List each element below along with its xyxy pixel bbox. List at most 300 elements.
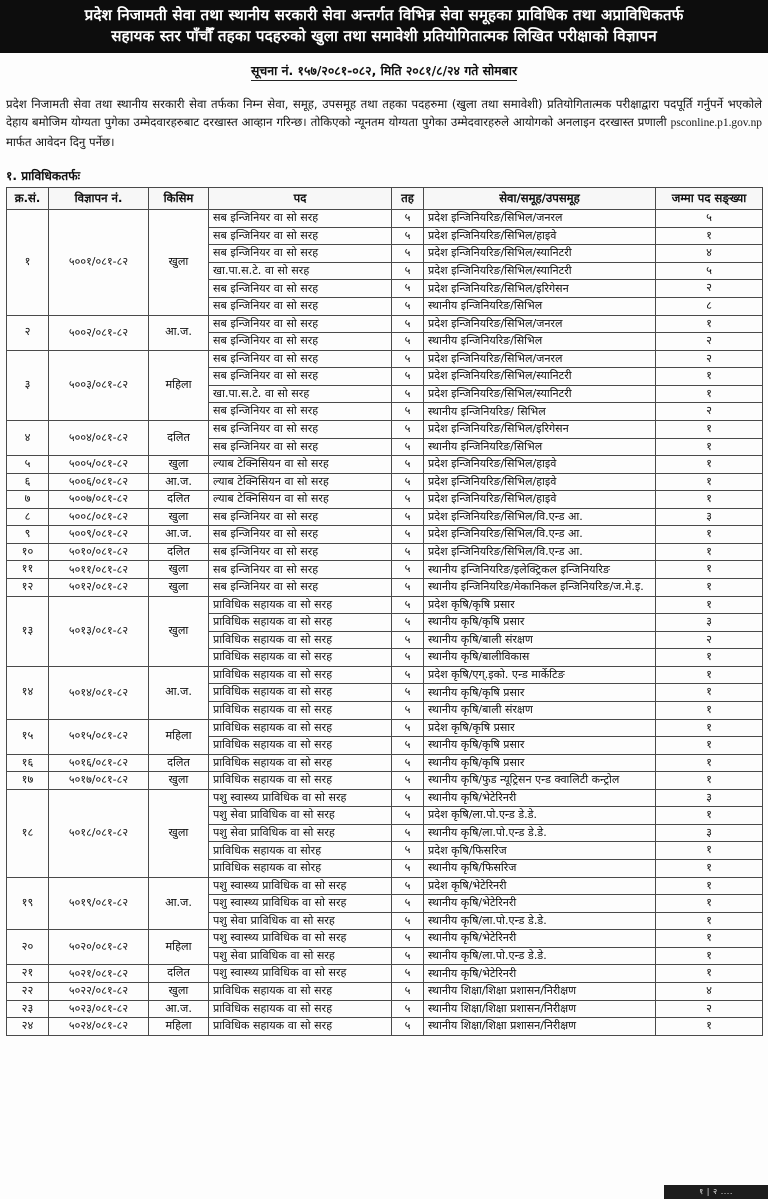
cell-post: सब इन्जिनियर वा सो सरह — [209, 420, 392, 438]
cell-level: ५ — [392, 491, 424, 509]
cell-quota-type: दलित — [149, 491, 209, 509]
table-row — [7, 315, 763, 333]
cell-level: ५ — [392, 737, 424, 755]
cell-service-group: स्थानीय कृषि/भेटेरिनरी — [424, 895, 656, 913]
cell-level: ५ — [392, 912, 424, 930]
intro-text-tail: मार्फत आवेदन दिनु पर्नेछ। — [6, 134, 115, 149]
cell-serial-number: १२ — [7, 579, 49, 597]
table-row — [7, 666, 763, 684]
cell-service-group: स्थानीय कृषि/कृषि प्रसार — [424, 737, 656, 755]
cell-service-group: प्रदेश इन्जिनियरिङ/सिभिल/स्यानिटरी — [424, 385, 656, 403]
table-row — [7, 456, 763, 474]
cell-total-posts: ३ — [656, 789, 763, 807]
cell-advertisement-number: ५०१८/०८१-८२ — [49, 789, 149, 877]
col-header-kisim: किसिम — [149, 188, 209, 210]
cell-serial-number: २१ — [7, 965, 49, 983]
cell-advertisement-number: ५०१०/०८१-८२ — [49, 543, 149, 561]
cell-total-posts: १ — [656, 385, 763, 403]
cell-service-group: स्थानीय कृषि/फिसरिज — [424, 860, 656, 878]
col-header-post: पद — [209, 188, 392, 210]
page-bottom-artifact: १ | २ .... — [664, 1185, 768, 1199]
cell-service-group: प्रदेश कृषि/एग्.इको. एन्ड मार्केटिङ — [424, 666, 656, 684]
cell-post: प्राविधिक सहायक वा सो सरह — [209, 1018, 392, 1036]
cell-quota-type: दलित — [149, 420, 209, 455]
cell-quota-type: आ.ज. — [149, 526, 209, 544]
cell-service-group: स्थानीय शिक्षा/शिक्षा प्रशासन/निरीक्षण — [424, 1000, 656, 1018]
cell-total-posts: १ — [656, 895, 763, 913]
cell-total-posts: १ — [656, 754, 763, 772]
cell-post: सब इन्जिनियर वा सो सरह — [209, 543, 392, 561]
cell-service-group: प्रदेश इन्जिनियरिङ/सिभिल/जनरल — [424, 315, 656, 333]
cell-level: ५ — [392, 772, 424, 790]
cell-post: प्राविधिक सहायक वा सो सरह — [209, 614, 392, 632]
cell-serial-number: १३ — [7, 596, 49, 666]
cell-post: सब इन्जिनियर वा सो सरह — [209, 403, 392, 421]
cell-service-group: प्रदेश कृषि/फिसरिज — [424, 842, 656, 860]
cell-level: ५ — [392, 561, 424, 579]
cell-level: ५ — [392, 368, 424, 386]
cell-advertisement-number: ५०२२/०८१-८२ — [49, 982, 149, 1000]
table-row — [7, 982, 763, 1000]
cell-advertisement-number: ५००५/०८१-८२ — [49, 456, 149, 474]
cell-service-group: प्रदेश इन्जिनियरिङ/सिभिल/वि.एन्ड आ. — [424, 526, 656, 544]
table-row — [7, 930, 763, 948]
cell-service-group: प्रदेश कृषि/भेटेरिनरी — [424, 877, 656, 895]
cell-service-group: प्रदेश इन्जिनियरिङ/सिभिल/इरिगेसन — [424, 280, 656, 298]
section-heading-technical: १. प्राविधिकतर्फः — [6, 169, 81, 184]
cell-total-posts: १ — [656, 860, 763, 878]
cell-quota-type: खुला — [149, 789, 209, 877]
cell-level: ५ — [392, 719, 424, 737]
cell-service-group: प्रदेश इन्जिनियरिङ/सिभिल/हाइवे — [424, 491, 656, 509]
cell-quota-type: दलित — [149, 965, 209, 983]
cell-advertisement-number: ५००९/०८१-८२ — [49, 526, 149, 544]
cell-advertisement-number: ५०१३/०८१-८२ — [49, 596, 149, 666]
cell-level: ५ — [392, 473, 424, 491]
cell-advertisement-number: ५०१५/०८१-८२ — [49, 719, 149, 754]
cell-serial-number: १० — [7, 543, 49, 561]
cell-total-posts: १ — [656, 701, 763, 719]
cell-post: प्राविधिक सहायक वा सो सरह — [209, 1000, 392, 1018]
cell-total-posts: १ — [656, 965, 763, 983]
cell-serial-number: ८ — [7, 508, 49, 526]
cell-advertisement-number: ५००१/०८१-८२ — [49, 210, 149, 315]
cell-post: खा.पा.स.टे. वा सो सरह — [209, 385, 392, 403]
col-header-service: सेवा/समूह/उपसमूह — [424, 188, 656, 210]
cell-quota-type: आ.ज. — [149, 1000, 209, 1018]
cell-total-posts: ३ — [656, 508, 763, 526]
cell-total-posts: १ — [656, 438, 763, 456]
cell-service-group: स्थानीय कृषि/ला.पो.एन्ड डे.डे. — [424, 912, 656, 930]
cell-service-group: प्रदेश इन्जिनियरिङ/सिभिल/इरिगेसन — [424, 420, 656, 438]
cell-quota-type: खुला — [149, 579, 209, 597]
cell-quota-type: खुला — [149, 982, 209, 1000]
cell-advertisement-number: ५०१४/०८१-८२ — [49, 666, 149, 719]
cell-total-posts: १ — [656, 456, 763, 474]
cell-post: सब इन्जिनियर वा सो सरह — [209, 579, 392, 597]
cell-quota-type: महिला — [149, 719, 209, 754]
intro-text-head: प्रदेश निजामती सेवा तथा स्थानीय सरकारी सेवा तर्फका निम्न सेवा, समूह, उपसमूह तथा तहका पदहरुमा (खुला तथा समावेशी) प्रतियोगितात्मक परीक्षाद्वारा पदपूर्ति गर्नुपर्ने भएकोले देहाय बमोजिम योग्यता पुगेका उम्मेदवारहरुबाट दरखास्त आव्हान गरिन्छ। तोकिएको न्यूनतम योग्यता पुगेका उम्मेदवारहरुले आयोगको अनलाइन दरखास्त प्रणाली — [6, 96, 762, 130]
notice-number-row — [0, 60, 768, 81]
cell-level: ५ — [392, 596, 424, 614]
cell-total-posts: ३ — [656, 824, 763, 842]
cell-post: सब इन्जिनियर वा सो सरह — [209, 227, 392, 245]
table-row — [7, 210, 763, 228]
cell-post: पशु स्वास्थ्य प्राविधिक वा सो सरह — [209, 877, 392, 895]
cell-total-posts: ४ — [656, 982, 763, 1000]
table-header-row — [7, 188, 763, 210]
cell-quota-type: दलित — [149, 543, 209, 561]
cell-total-posts: २ — [656, 280, 763, 298]
cell-total-posts: १ — [656, 561, 763, 579]
cell-service-group: प्रदेश इन्जिनियरिङ/सिभिल/हाइवे — [424, 473, 656, 491]
cell-advertisement-number: ५०१२/०८१-८२ — [49, 579, 149, 597]
cell-level: ५ — [392, 385, 424, 403]
cell-quota-type: आ.ज. — [149, 315, 209, 350]
cell-post: सब इन्जिनियर वा सो सरह — [209, 526, 392, 544]
cell-service-group: स्थानीय शिक्षा/शिक्षा प्रशासन/निरीक्षण — [424, 982, 656, 1000]
cell-total-posts: १ — [656, 596, 763, 614]
cell-quota-type: महिला — [149, 1018, 209, 1036]
cell-post: पशु स्वास्थ्य प्राविधिक वा सो सरह — [209, 789, 392, 807]
cell-total-posts: १ — [656, 420, 763, 438]
cell-advertisement-number: ५००७/०८१-८२ — [49, 491, 149, 509]
cell-serial-number: १४ — [7, 666, 49, 719]
cell-level: ५ — [392, 579, 424, 597]
cell-quota-type: महिला — [149, 930, 209, 965]
cell-post: सब इन्जिनियर वा सो सरह — [209, 350, 392, 368]
cell-total-posts: २ — [656, 1000, 763, 1018]
online-application-url: psconline.p1.gov.np — [670, 117, 762, 130]
table-row — [7, 543, 763, 561]
cell-quota-type: दलित — [149, 754, 209, 772]
table-row — [7, 877, 763, 895]
cell-service-group: स्थानीय कृषि/ला.पो.एन्ड डे.डे. — [424, 947, 656, 965]
col-header-total: जम्मा पद सङ्ख्या — [656, 188, 763, 210]
cell-level: ५ — [392, 982, 424, 1000]
table-row — [7, 561, 763, 579]
cell-advertisement-number: ५००८/०८१-८२ — [49, 508, 149, 526]
cell-post: प्राविधिक सहायक वा सो सरह — [209, 666, 392, 684]
cell-service-group: स्थानीय इन्जिनियरिङ/मेकानिकल इन्जिनियरिङ/ज.मे.इ. — [424, 579, 656, 597]
cell-post: प्राविधिक सहायक वा सो सरह — [209, 631, 392, 649]
cell-service-group: स्थानीय इन्जिनियरिङ/ सिभिल — [424, 403, 656, 421]
cell-quota-type: खुला — [149, 596, 209, 666]
cell-quota-type: खुला — [149, 210, 209, 315]
cell-post: प्राविधिक सहायक वा सो सरह — [209, 719, 392, 737]
cell-quota-type: आ.ज. — [149, 473, 209, 491]
cell-service-group: प्रदेश इन्जिनियरिङ/सिभिल/वि.एन्ड आ. — [424, 508, 656, 526]
cell-total-posts: २ — [656, 333, 763, 351]
cell-level: ५ — [392, 930, 424, 948]
cell-level: ५ — [392, 333, 424, 351]
jobs-table — [6, 187, 763, 1036]
table-row — [7, 473, 763, 491]
cell-advertisement-number: ५००४/०८१-८२ — [49, 420, 149, 455]
cell-total-posts: १ — [656, 842, 763, 860]
cell-level: ५ — [392, 877, 424, 895]
cell-total-posts: १ — [656, 737, 763, 755]
page-title-line-1: प्रदेश निजामती सेवा तथा स्थानीय सरकारी सेवा अन्तर्गत विभिन्न सेवा समूहका प्राविधिक तथा अप्राविधिकतर्फ — [84, 6, 684, 24]
cell-quota-type: खुला — [149, 561, 209, 579]
table-row — [7, 772, 763, 790]
cell-post: सब इन्जिनियर वा सो सरह — [209, 508, 392, 526]
table-row — [7, 491, 763, 509]
col-header-sn: क्र.सं. — [7, 188, 49, 210]
cell-level: ५ — [392, 350, 424, 368]
cell-service-group: प्रदेश इन्जिनियरिङ/सिभिल/स्यानिटरी — [424, 262, 656, 280]
cell-service-group: प्रदेश इन्जिनियरिङ/सिभिल/जनरल — [424, 210, 656, 228]
cell-level: ५ — [392, 262, 424, 280]
cell-post: सब इन्जिनियर वा सो सरह — [209, 368, 392, 386]
cell-level: ५ — [392, 807, 424, 825]
cell-total-posts: १ — [656, 719, 763, 737]
table-row — [7, 754, 763, 772]
cell-level: ५ — [392, 684, 424, 702]
cell-level: ५ — [392, 403, 424, 421]
col-header-adv-no: विज्ञापन नं. — [49, 188, 149, 210]
cell-level: ५ — [392, 227, 424, 245]
table-row — [7, 526, 763, 544]
jobs-table-head — [7, 188, 763, 210]
cell-service-group: स्थानीय कृषि/भेटेरिनरी — [424, 789, 656, 807]
cell-serial-number: २४ — [7, 1018, 49, 1036]
cell-service-group: स्थानीय इन्जिनियरिङ/सिभिल — [424, 298, 656, 316]
cell-post: खा.पा.स.टे. वा सो सरह — [209, 262, 392, 280]
cell-advertisement-number: ५०२०/०८१-८२ — [49, 930, 149, 965]
cell-level: ५ — [392, 543, 424, 561]
cell-post: पशु सेवा प्राविधिक वा सो सरह — [209, 947, 392, 965]
cell-total-posts: ५ — [656, 262, 763, 280]
cell-service-group: स्थानीय कृषि/ला.पो.एन्ड डे.डे. — [424, 824, 656, 842]
cell-level: ५ — [392, 842, 424, 860]
cell-post: पशु स्वास्थ्य प्राविधिक वा सो सरह — [209, 930, 392, 948]
cell-serial-number: १५ — [7, 719, 49, 754]
cell-level: ५ — [392, 508, 424, 526]
cell-total-posts: १ — [656, 912, 763, 930]
cell-total-posts: १ — [656, 526, 763, 544]
cell-service-group: स्थानीय इन्जिनियरिङ/सिभिल — [424, 438, 656, 456]
cell-level: ५ — [392, 754, 424, 772]
cell-service-group: प्रदेश कृषि/ला.पो.एन्ड डे.डे. — [424, 807, 656, 825]
cell-total-posts: १ — [656, 1018, 763, 1036]
cell-level: ५ — [392, 438, 424, 456]
cell-total-posts: २ — [656, 631, 763, 649]
cell-level: ५ — [392, 947, 424, 965]
cell-service-group: प्रदेश इन्जिनियरिङ/सिभिल/वि.एन्ड आ. — [424, 543, 656, 561]
cell-serial-number: १८ — [7, 789, 49, 877]
cell-total-posts: ४ — [656, 245, 763, 263]
cell-post: प्राविधिक सहायक वा सो सरह — [209, 737, 392, 755]
cell-serial-number: २० — [7, 930, 49, 965]
cell-total-posts: १ — [656, 877, 763, 895]
cell-level: ५ — [392, 701, 424, 719]
cell-advertisement-number: ५०१९/०८१-८२ — [49, 877, 149, 930]
cell-total-posts: १ — [656, 684, 763, 702]
cell-service-group: स्थानीय कृषि/फुड न्यूट्रिसन एन्ड क्वालिटी कन्ट्रोल — [424, 772, 656, 790]
cell-service-group: स्थानीय कृषि/बाली संरक्षण — [424, 631, 656, 649]
cell-post: पशु सेवा प्राविधिक वा सो सरह — [209, 807, 392, 825]
cell-service-group: स्थानीय कृषि/बाली संरक्षण — [424, 701, 656, 719]
cell-post: पशु स्वास्थ्य प्राविधिक वा सो सरह — [209, 895, 392, 913]
cell-total-posts: २ — [656, 403, 763, 421]
cell-service-group: स्थानीय कृषि/कृषि प्रसार — [424, 684, 656, 702]
jobs-table-body — [7, 210, 763, 1035]
document-title-banner — [0, 0, 768, 53]
cell-post: ल्याब टेक्निसियन वा सो सरह — [209, 456, 392, 474]
cell-advertisement-number: ५०२३/०८१-८२ — [49, 1000, 149, 1018]
cell-post: प्राविधिक सहायक वा सो सरह — [209, 649, 392, 667]
cell-serial-number: १९ — [7, 877, 49, 930]
jobs-table-wrap — [0, 187, 768, 1036]
table-row — [7, 789, 763, 807]
cell-total-posts: ८ — [656, 298, 763, 316]
table-row — [7, 508, 763, 526]
cell-quota-type: खुला — [149, 456, 209, 474]
cell-post: प्राविधिक सहायक वा सो सरह — [209, 684, 392, 702]
cell-post: पशु सेवा प्राविधिक वा सो सरह — [209, 912, 392, 930]
intro-paragraph — [0, 93, 768, 152]
table-row — [7, 596, 763, 614]
cell-post: सब इन्जिनियर वा सो सरह — [209, 561, 392, 579]
cell-level: ५ — [392, 280, 424, 298]
cell-level: ५ — [392, 860, 424, 878]
cell-total-posts: ५ — [656, 210, 763, 228]
cell-serial-number: ६ — [7, 473, 49, 491]
cell-quota-type: महिला — [149, 350, 209, 420]
cell-serial-number: १ — [7, 210, 49, 315]
table-row — [7, 1018, 763, 1036]
cell-total-posts: १ — [656, 227, 763, 245]
cell-quota-type: खुला — [149, 772, 209, 790]
cell-post: पशु सेवा प्राविधिक वा सो सरह — [209, 824, 392, 842]
cell-serial-number: ३ — [7, 350, 49, 420]
cell-post: ल्याब टेक्निसियन वा सो सरह — [209, 491, 392, 509]
cell-service-group: प्रदेश इन्जिनियरिङ/सिभिल/स्यानिटरी — [424, 245, 656, 263]
cell-level: ५ — [392, 420, 424, 438]
cell-total-posts: १ — [656, 543, 763, 561]
cell-level: ५ — [392, 245, 424, 263]
table-row — [7, 420, 763, 438]
cell-post: प्राविधिक सहायक वा सो सरह — [209, 701, 392, 719]
cell-post: पशु स्वास्थ्य प्राविधिक वा सो सरह — [209, 965, 392, 983]
cell-service-group: स्थानीय कृषि/बालीविकास — [424, 649, 656, 667]
cell-level: ५ — [392, 666, 424, 684]
cell-total-posts: २ — [656, 350, 763, 368]
cell-service-group: स्थानीय कृषि/भेटेरिनरी — [424, 930, 656, 948]
cell-quota-type: आ.ज. — [149, 877, 209, 930]
cell-service-group: प्रदेश इन्जिनियरिङ/सिभिल/हाइवे — [424, 227, 656, 245]
table-row — [7, 965, 763, 983]
cell-quota-type: खुला — [149, 508, 209, 526]
cell-advertisement-number: ५०१६/०८१-८२ — [49, 754, 149, 772]
cell-post: सब इन्जिनियर वा सो सरह — [209, 210, 392, 228]
cell-post: सब इन्जिनियर वा सो सरह — [209, 280, 392, 298]
cell-service-group: स्थानीय शिक्षा/शिक्षा प्रशासन/निरीक्षण — [424, 1018, 656, 1036]
cell-total-posts: १ — [656, 649, 763, 667]
cell-service-group: प्रदेश इन्जिनियरिङ/सिभिल/जनरल — [424, 350, 656, 368]
cell-level: ५ — [392, 526, 424, 544]
cell-level: ५ — [392, 1000, 424, 1018]
cell-quota-type: आ.ज. — [149, 666, 209, 719]
cell-post: सब इन्जिनियर वा सो सरह — [209, 298, 392, 316]
cell-advertisement-number: ५०२१/०८१-८२ — [49, 965, 149, 983]
cell-post: सब इन्जिनियर वा सो सरह — [209, 438, 392, 456]
table-row — [7, 1000, 763, 1018]
cell-service-group: स्थानीय इन्जिनियरिङ/इलेक्ट्रिकल इन्जिनियरिङ — [424, 561, 656, 579]
cell-total-posts: १ — [656, 473, 763, 491]
cell-serial-number: ११ — [7, 561, 49, 579]
cell-level: ५ — [392, 824, 424, 842]
cell-level: ५ — [392, 315, 424, 333]
cell-advertisement-number: ५००६/०८१-८२ — [49, 473, 149, 491]
col-header-tah: तह — [392, 188, 424, 210]
cell-serial-number: २३ — [7, 1000, 49, 1018]
table-row — [7, 719, 763, 737]
cell-advertisement-number: ५००३/०८१-८२ — [49, 350, 149, 420]
cell-total-posts: १ — [656, 315, 763, 333]
cell-service-group: स्थानीय कृषि/कृषि प्रसार — [424, 754, 656, 772]
cell-serial-number: २ — [7, 315, 49, 350]
cell-service-group: प्रदेश कृषि/कृषि प्रसार — [424, 596, 656, 614]
cell-total-posts: १ — [656, 491, 763, 509]
cell-level: ५ — [392, 649, 424, 667]
cell-post: प्राविधिक सहायक वा सो सरह — [209, 754, 392, 772]
cell-level: ५ — [392, 614, 424, 632]
cell-total-posts: १ — [656, 772, 763, 790]
cell-level: ५ — [392, 456, 424, 474]
cell-service-group: प्रदेश इन्जिनियरिङ/सिभिल/हाइवे — [424, 456, 656, 474]
cell-serial-number: ७ — [7, 491, 49, 509]
cell-advertisement-number: ५००२/०८१-८२ — [49, 315, 149, 350]
table-row — [7, 579, 763, 597]
cell-total-posts: १ — [656, 368, 763, 386]
cell-advertisement-number: ५०१७/०८१-८२ — [49, 772, 149, 790]
cell-post: सब इन्जिनियर वा सो सरह — [209, 245, 392, 263]
cell-post: प्राविधिक सहायक वा सो सरह — [209, 772, 392, 790]
cell-level: ५ — [392, 631, 424, 649]
notice-number: सूचना नं. १५७/२०८१-०८२, मिति २०८१/८/२४ गते सोमबार — [251, 62, 517, 81]
cell-serial-number: २२ — [7, 982, 49, 1000]
cell-post: प्राविधिक सहायक वा सो सरह — [209, 596, 392, 614]
cell-service-group: प्रदेश इन्जिनियरिङ/सिभिल/स्यानिटरी — [424, 368, 656, 386]
cell-service-group: स्थानीय कृषि/कृषि प्रसार — [424, 614, 656, 632]
cell-total-posts: १ — [656, 579, 763, 597]
cell-service-group: स्थानीय कृषि/भेटेरिनरी — [424, 965, 656, 983]
cell-level: ५ — [392, 298, 424, 316]
cell-post: सब इन्जिनियर वा सो सरह — [209, 333, 392, 351]
cell-serial-number: ९ — [7, 526, 49, 544]
cell-post: प्राविधिक सहायक वा सो सरह — [209, 982, 392, 1000]
cell-total-posts: ३ — [656, 614, 763, 632]
cell-post: सब इन्जिनियर वा सो सरह — [209, 315, 392, 333]
cell-serial-number: ४ — [7, 420, 49, 455]
cell-serial-number: १७ — [7, 772, 49, 790]
cell-serial-number: ५ — [7, 456, 49, 474]
cell-advertisement-number: ५०११/०८१-८२ — [49, 561, 149, 579]
cell-total-posts: १ — [656, 666, 763, 684]
cell-service-group: स्थानीय इन्जिनियरिङ/सिभिल — [424, 333, 656, 351]
cell-post: प्राविधिक सहायक वा सोरह — [209, 842, 392, 860]
cell-level: ५ — [392, 210, 424, 228]
cell-level: ५ — [392, 895, 424, 913]
cell-level: ५ — [392, 965, 424, 983]
cell-level: ५ — [392, 789, 424, 807]
cell-total-posts: १ — [656, 930, 763, 948]
page-title-line-2: सहायक स्तर पाँचौँ तहका पदहरुको खुला तथा समावेशी प्रतियोगितात्मक लिखित परीक्षाको विज्ञापन — [111, 26, 657, 45]
cell-level: ५ — [392, 1018, 424, 1036]
cell-serial-number: १६ — [7, 754, 49, 772]
